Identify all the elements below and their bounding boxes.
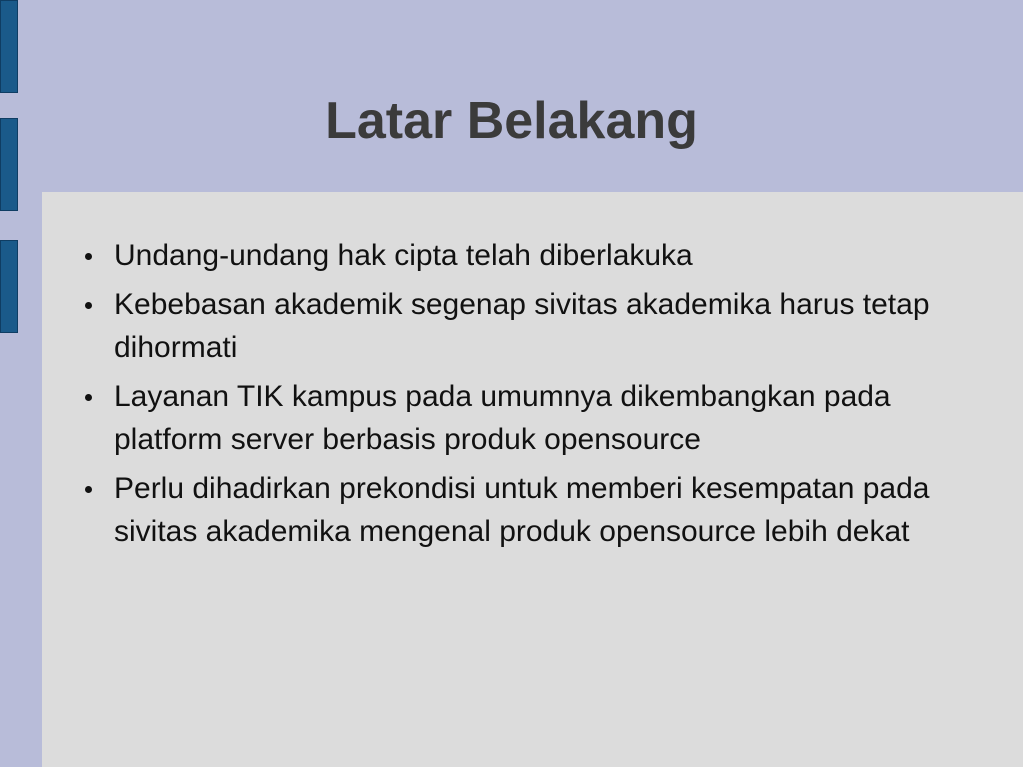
bullet-dot-icon (85, 394, 92, 401)
bullet-list (72, 234, 972, 559)
slide-title: Latar Belakang (325, 92, 698, 150)
bullet-text: Undang-undang hak cipta telah diberlakuka (114, 239, 693, 272)
bullet-text: Perlu dihadirkan prekondisi untuk memberi kesempatan pada sivitas akademika mengenal produk opensource lebih dekat (114, 472, 930, 548)
bullet-item (72, 283, 972, 369)
decorative-side-bar-top (0, 0, 18, 93)
bullet-text: Kebebasan akademik segenap sivitas akademika harus tetap dihormati (114, 288, 930, 364)
bullet-text: Layanan TIK kampus pada umumnya dikembangkan pada platform server berbasis produk opensource (114, 380, 891, 456)
decorative-side-bar-bottom (0, 240, 18, 333)
bullet-dot-icon (85, 486, 92, 493)
bullet-item (72, 467, 972, 553)
bullet-item (72, 375, 972, 461)
bullet-dot-icon (85, 302, 92, 309)
bullet-dot-icon (85, 253, 92, 260)
bullet-item (72, 234, 972, 277)
